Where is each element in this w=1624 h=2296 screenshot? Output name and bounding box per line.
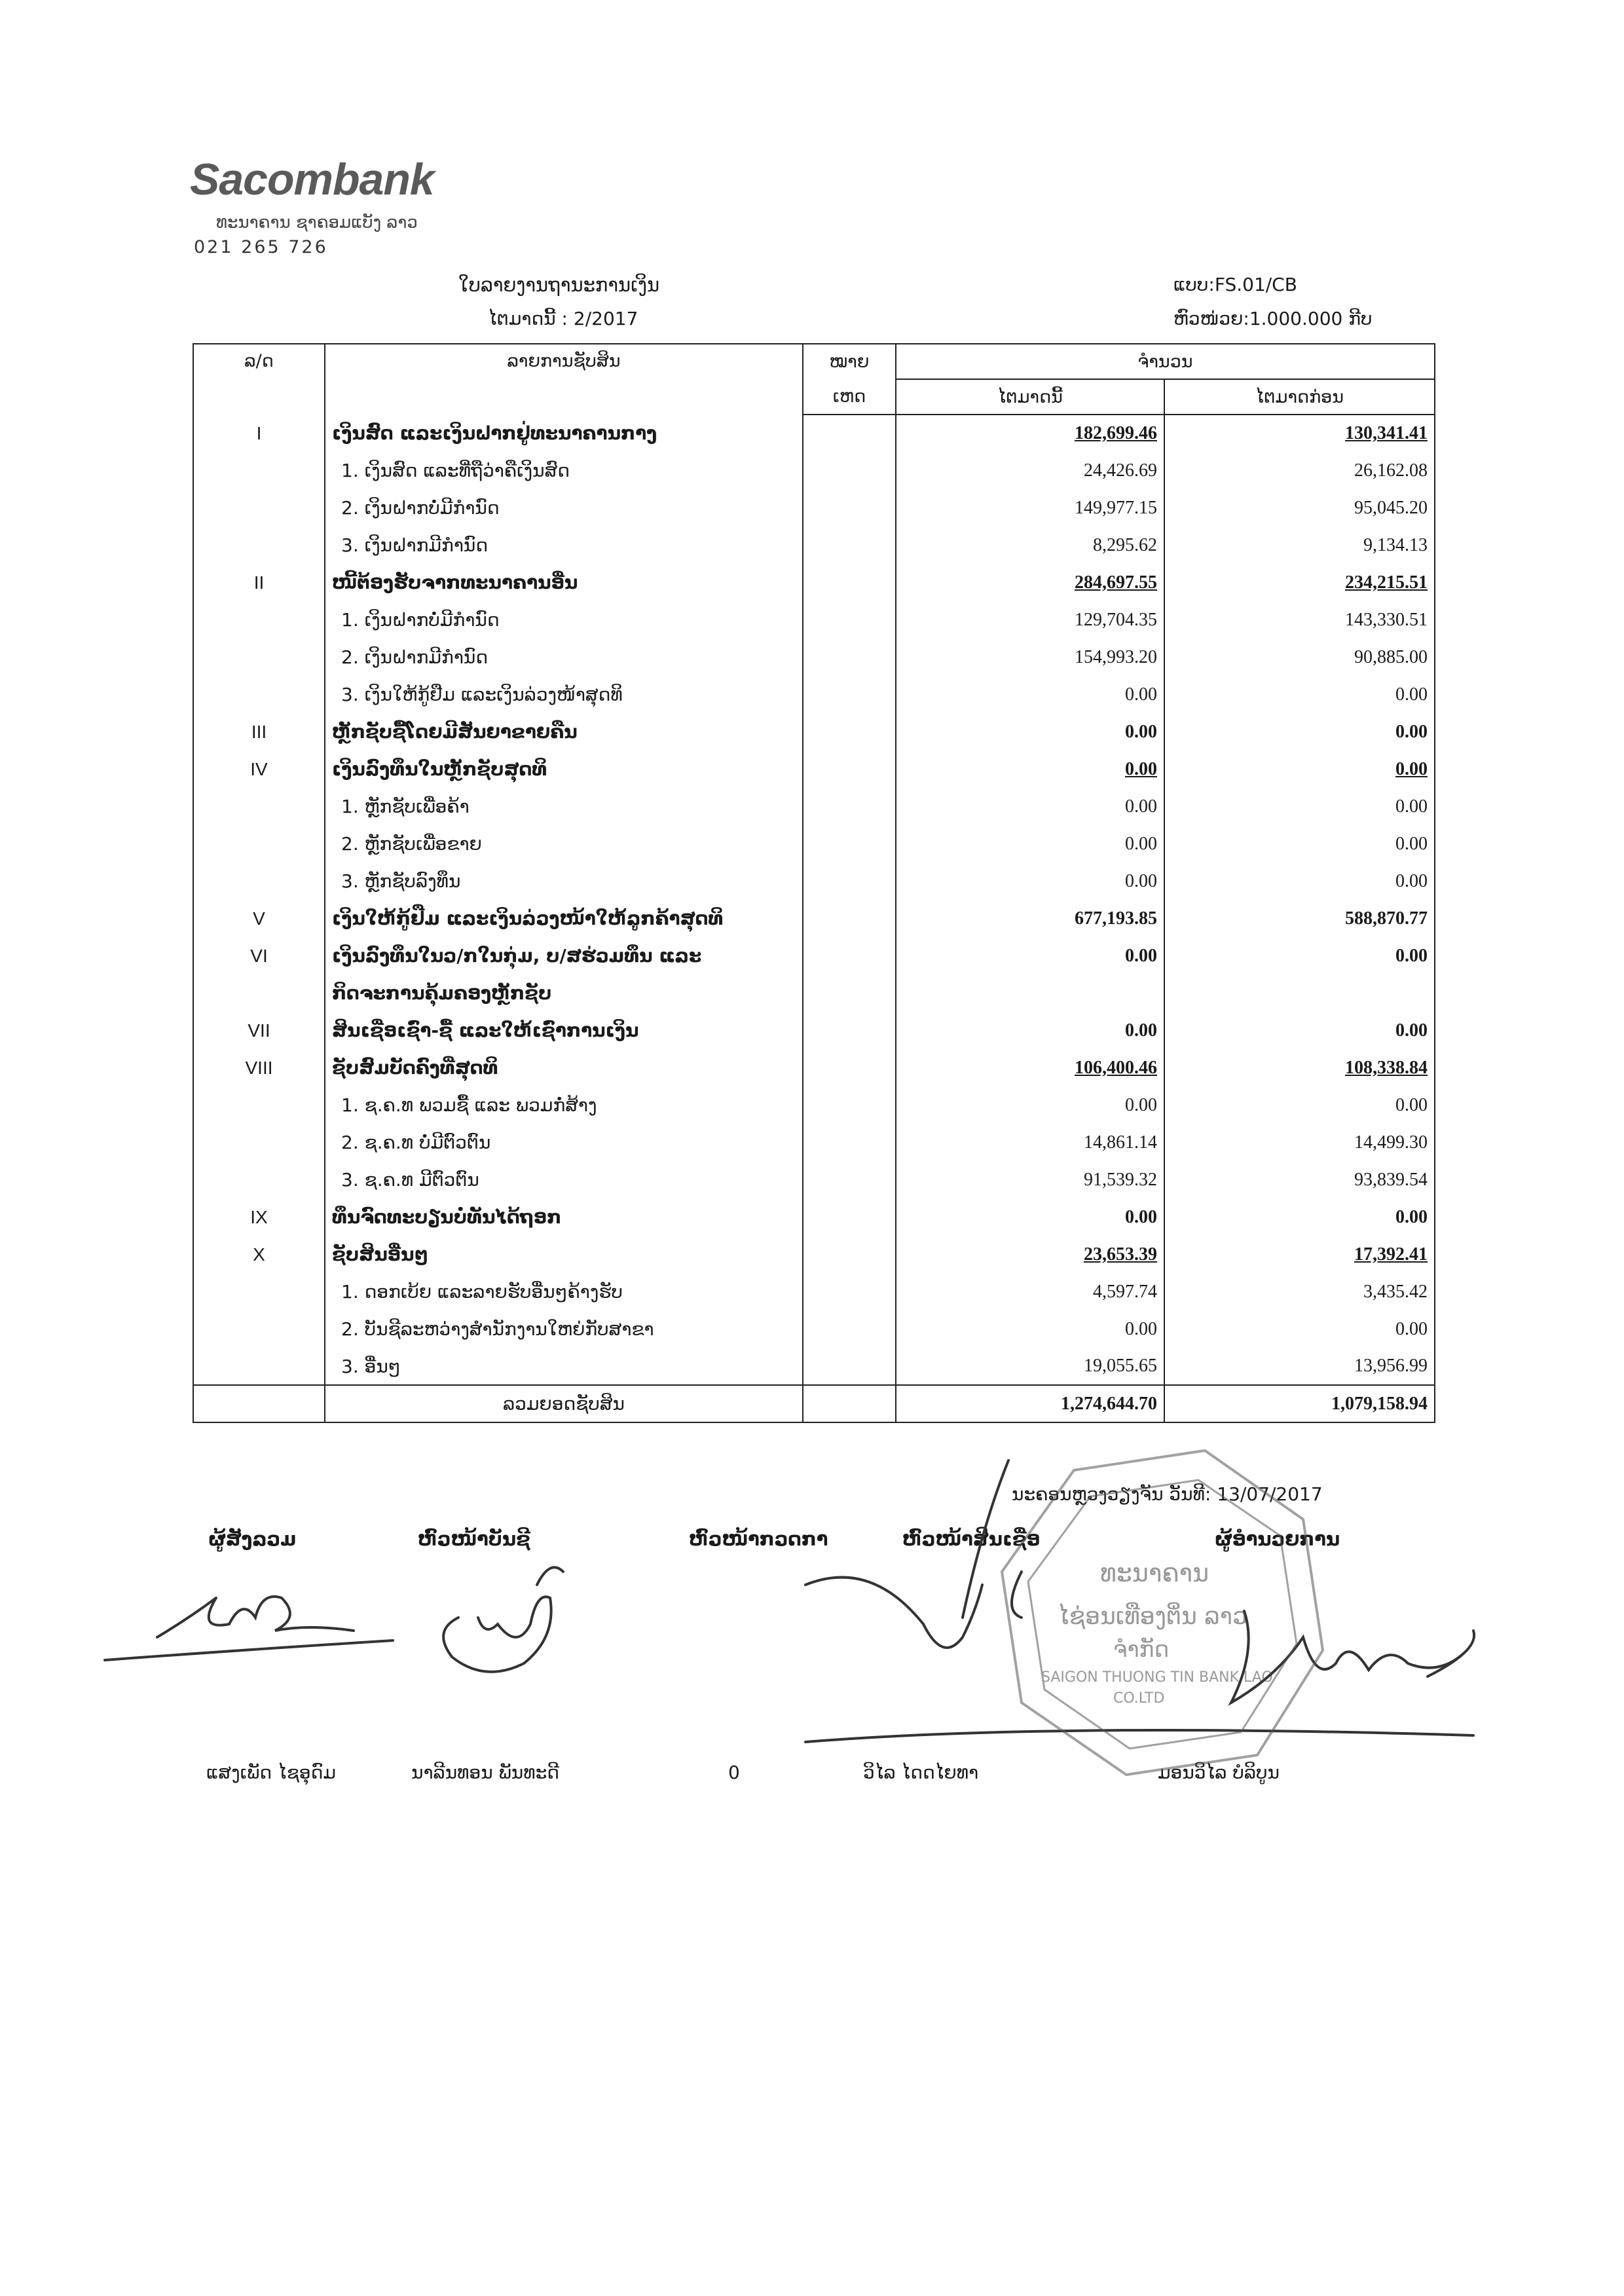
row-current-value: 154,993.20 [1075,646,1157,667]
row-previous-value: 0.00 [1395,1318,1428,1339]
row-current-value: 8,295.62 [1093,534,1157,555]
total-previous: 1,079,158.94 [1164,1385,1435,1422]
row-current-value: 149,977.15 [1075,497,1157,518]
row-number: III [193,713,325,750]
stamp-lao-top: ທະນາຄານ [1100,1559,1209,1587]
col-header-previous: ໄຕມາດກ່ອນ [1164,379,1435,415]
row-item: ຊັບສົມບັດຄົງທີ່ສຸດທິ [325,1049,803,1086]
role-compiler: ຜູ້ສັງລວມ [208,1528,297,1550]
row-current-value: 24,426.69 [1084,460,1157,481]
row-current-value: 4,597.74 [1093,1281,1157,1302]
row-previous-value: 0.00 [1395,1020,1428,1041]
col-header-note-2: ເຫດ [803,379,896,415]
stamp-lao-low: ຈຳກັດ [1113,1637,1170,1663]
row-current-value: 0.00 [1125,721,1157,742]
row-previous-value: 588,870.77 [1345,908,1428,929]
row-item: ເງິນສົດ ແລະເງິນຝາກຢູ່ທະນາຄານກາງ [325,415,803,452]
row-current-value: 182,699.46 [1075,423,1157,443]
col-header-amount: ຈຳນວນ [896,344,1435,379]
row-item: ທຶນຈົດທະບຽນບໍ່ທັນໄດ້ຖອກ [325,1198,803,1236]
row-previous-value: 9,134.13 [1363,534,1428,555]
row-previous-value: 0.00 [1395,1206,1428,1227]
row-item: 2. ເງິນຝາກມີກຳນົດ [325,639,803,676]
row-current-value: 0.00 [1125,1206,1157,1227]
row-previous-value: 3,435.42 [1363,1281,1428,1302]
row-item: ໜີ້ຕ້ອງຮັບຈາກທະນາຄານອື່ນ [325,564,803,601]
row-item: 1. ເງິນສົດ ແລະທີ່ຖືວ່າຄືເງິນສົດ [325,452,803,489]
role-chief-credit: ຫົວໜ້າສິນເຊື່ອ [902,1528,1041,1550]
row-previous-value: 143,330.51 [1345,609,1428,630]
bank-logo: Sacombank [190,155,434,204]
row-item: 3. ຫຼັກຊັບລົງທຶນ [325,862,803,900]
row-number: II [193,564,325,601]
row-item: ເງິນລົງທຶນໃນຫຼັກຊັບສຸດທິ [325,750,803,788]
row-current-value: 91,539.32 [1084,1169,1157,1190]
row-previous-value: 90,885.00 [1354,646,1428,667]
row-previous-value: 108,338.84 [1345,1057,1428,1078]
row-item: 1. ຊ.ຄ.ທ ພວມຊື້ ແລະ ພວມກໍ່ສ້າງ [325,1086,803,1124]
place-date: ນະຄອນຫຼວງວຽງຈັນ ວັນທີ: 13/07/2017 [1012,1483,1323,1505]
row-previous-value: 93,839.54 [1354,1169,1428,1190]
row-item: 2. ເງິນຝາກບໍ່ມີກຳນົດ [325,489,803,527]
col-header-current: ໄຕມາດນີ້ [896,379,1164,415]
row-item: 3. ເງິນຝາກມີກຳນົດ [325,527,803,564]
stamp-lao-mid: ໄຊ່ອນເທືອງຕິ່ນ ລາວ [1058,1603,1247,1630]
row-previous-value: 130,341.41 [1345,423,1428,443]
row-item: ຊັບສິນອື່ນໆ [325,1236,803,1273]
bank-phone: 021 265 726 [194,237,328,257]
row-item: 2. ບັນຊີລະຫວ່າງສຳນັກງານໃຫຍ່ກັບສາຂາ [325,1310,803,1348]
report-period: ໄຕມາດນີ້ : 2/2017 [488,308,638,329]
row-number: X [193,1236,325,1273]
row-previous-value: 13,956.99 [1354,1356,1428,1376]
row-number: I [193,415,325,452]
row-previous-value: 0.00 [1395,870,1428,891]
row-previous-value: 14,499.30 [1354,1132,1428,1153]
signature-chief-accountant [443,1567,563,1672]
row-number: VII [193,1012,325,1049]
signer-director: ມອນວິໄລ ບໍລິບູນ [1158,1762,1280,1783]
row-previous-value: 234,215.51 [1345,572,1428,593]
row-item: 2. ຫຼັກຊັບເພື່ອຂາຍ [325,825,803,862]
row-number: V [193,900,325,937]
col-header-note: ໝາຍ [803,344,896,379]
row-current-value: 129,704.35 [1075,609,1157,630]
row-current-value: 0.00 [1125,1094,1157,1115]
row-current-value: 106,400.46 [1075,1057,1157,1078]
signer-chief-auditor: 0 [728,1762,740,1783]
stamp-en: SAIGON THUONG TIN BANK LAO [1041,1669,1273,1686]
row-item: ເງິນລົງທຶນໃນວ/ກໃນກຸ່ມ, ບ/ສຮ່ວມທຶນ ແລະ [325,937,803,974]
row-number: IV [193,750,325,788]
row-item: 1. ຫຼັກຊັບເພື່ອຄ້າ [325,788,803,825]
bank-subtitle: ທະນາຄານ ຊາຄອມແບັງ ລາວ [216,213,418,232]
row-current-value: 0.00 [1125,1318,1157,1339]
row-current-value: 14,861.14 [1084,1132,1157,1153]
row-previous-value: 0.00 [1395,945,1428,966]
stamp-en2: CO.LTD [1113,1690,1165,1707]
row-previous-value: 0.00 [1395,1094,1428,1115]
report-title: ໃບລາຍງານຖານະການເງິນ [458,274,660,296]
row-number: IX [193,1198,325,1236]
col-header-no: ລ/ດ [193,344,325,415]
signer-chief-accountant: ນາລີນທອນ ພັນທະດີ [411,1762,560,1783]
role-chief-auditor: ຫົວໜ້າກວດກາ [689,1528,828,1550]
row-current-value: 0.00 [1125,758,1157,779]
row-item: 3. ຊ.ຄ.ທ ມີຕົວຕົນ [325,1161,803,1198]
col-header-item: ລາຍການຊັບສິນ [325,344,803,415]
row-item: ຫຼັກຊັບຊື້ໂດຍມີສັນຍາຂາຍຄືນ [325,713,803,750]
total-label: ລວມຍອດຊັບສິນ [325,1385,803,1422]
role-chief-accountant: ຫົວໜ້າບັນຊີ [418,1528,530,1550]
row-previous-value: 26,162.08 [1354,460,1428,481]
row-number: VIII [193,1049,325,1086]
row-previous-value: 0.00 [1395,796,1428,817]
row-current-value: 19,055.65 [1084,1356,1157,1376]
row-current-value: 0.00 [1125,945,1157,966]
role-director: ຜູ້ອຳນວຍການ [1215,1528,1340,1550]
signature-compiler [105,1597,393,1660]
row-previous-value: 0.00 [1395,684,1428,705]
row-item: ສິນເຊື່ອເຊົ່າ-ຊື້ ແລະໃຫ້ເຊົ່າການເງິນ [325,1012,803,1049]
row-item: 1. ດອກເບ້ຍ ແລະລາຍຮັບອື່ນໆຄ້າງຮັບ [325,1273,803,1310]
row-current-value: 0.00 [1125,870,1157,891]
currency-unit: ຫົວໜ່ວຍ:1.000.000 ກີບ [1173,308,1373,329]
company-stamp [1002,1451,1323,1775]
row-current-value: 0.00 [1125,1020,1157,1041]
row-previous-value: 95,045.20 [1354,497,1428,518]
row-item: 1. ເງິນຝາກບໍ່ມີກຳນົດ [325,601,803,639]
row-current-value: 284,697.55 [1075,572,1157,593]
row-item: 2. ຊ.ຄ.ທ ບໍ່ມີຕົວຕົນ [325,1124,803,1161]
form-code: ແບບ:FS.01/CB [1173,274,1297,295]
row-item: ກິດຈະການຄຸ້ມຄອງຫຼັກຊັບ [325,974,803,1012]
row-current-value: 23,653.39 [1084,1244,1157,1265]
row-previous-value: 0.00 [1395,758,1428,779]
row-item: 3. ອື່ນໆ [325,1348,803,1385]
row-previous-value: 0.00 [1395,721,1428,742]
row-current-value: 0.00 [1125,833,1157,854]
row-previous-value: 17,392.41 [1354,1244,1428,1265]
row-number: VI [193,937,325,974]
row-current-value: 0.00 [1125,684,1157,705]
row-item: 3. ເງິນໃຫ້ກູ້ຢືມ ແລະເງິນລ່ວງໜ້າສຸດທິ [325,676,803,713]
signer-compiler: ແສງເພັດ ໄຊອຸດົມ [206,1762,336,1783]
row-previous-value: 0.00 [1395,833,1428,854]
total-current: 1,274,644.70 [896,1385,1164,1422]
row-current-value: 0.00 [1125,796,1157,817]
signer-chief-credit: ວິໄລ ໄດດໄຍທາ [863,1762,979,1783]
row-item: ເງິນໃຫ້ກູ້ຢືມ ແລະເງິນລ່ວງໜ້າໃຫ້ລູກຄ້າສຸດທິ [325,900,803,937]
row-current-value: 677,193.85 [1075,908,1157,929]
